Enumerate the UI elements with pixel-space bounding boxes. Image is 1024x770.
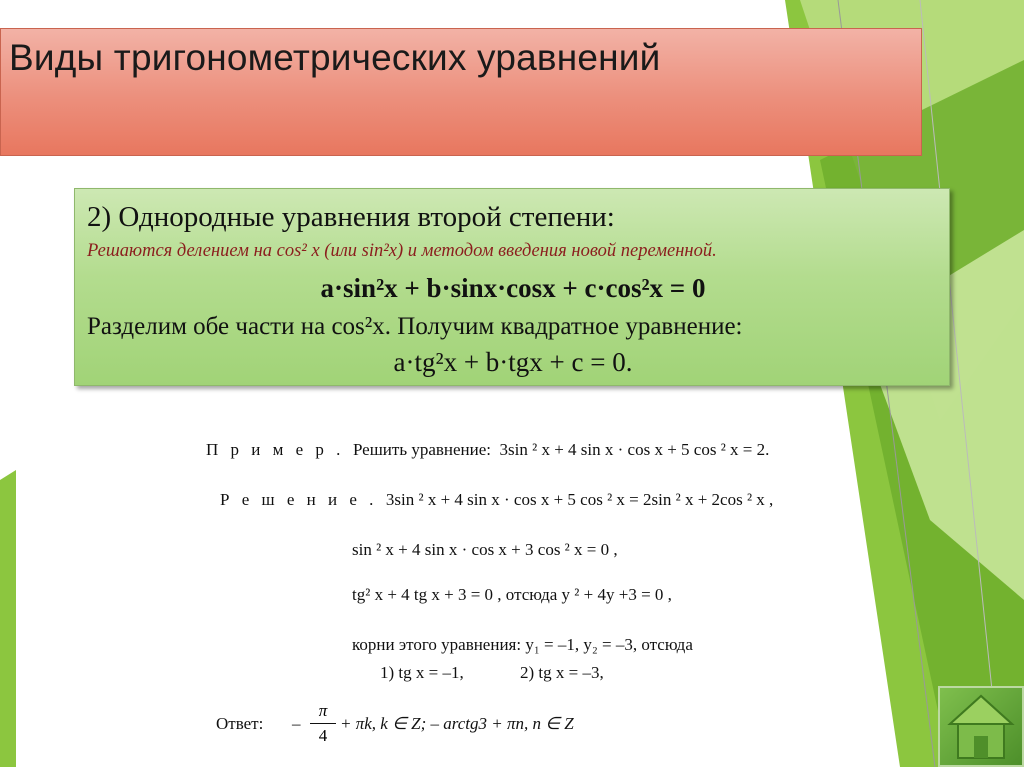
case-2: 2) tg x = –3, <box>520 663 604 682</box>
example-label: П р и м е р . <box>206 440 345 459</box>
solution-eq-1: 3sin ² x + 4 sin x · cos x + 5 cos ² x = 2sin ² x + 2cos ² x , <box>385 490 774 509</box>
solution-line-2: sin ² x + 4 sin x · cos x + 3 cos ² x = 0 , <box>352 540 618 559</box>
fraction-bar <box>310 723 336 724</box>
panel-note: Решаются делением на cos² x (или sin²x) и методом введения новой переменной. <box>87 241 717 261</box>
example-line <box>206 440 769 460</box>
quadratic-formula: a·tg²x + b·tgx + c = 0. <box>393 347 633 377</box>
answer-rest: + πk, k ∈ Z; – arctg3 + πn, n ∈ Z <box>340 714 574 733</box>
example-equation: 3sin ² x + 4 sin x · cos x + 5 cos ² x = 2. <box>499 440 770 459</box>
answer-fraction <box>306 701 340 746</box>
example-task: Решить уравнение: <box>352 440 492 459</box>
panel-heading: 2) Однородные уравнения второй степени: <box>87 201 615 233</box>
home-button[interactable] <box>938 686 1024 767</box>
solution-line-4: корни этого уравнения: y₁ = –1, y₂ = –3, отсюда <box>352 635 693 654</box>
solution-line-3: tg² x + 4 tg x + 3 = 0 , отсюда y ² + 4y +3 = 0 , <box>352 585 672 604</box>
case-1: 1) tg x = –1, <box>380 663 464 682</box>
answer-minus-sign: – <box>292 714 301 733</box>
solution-line-1 <box>220 490 773 510</box>
answer-label: Ответ: <box>216 714 264 733</box>
fraction-numerator: π <box>318 701 328 720</box>
fraction-denominator: 4 <box>318 726 328 745</box>
slide-title: Виды тригонометрических уравнений <box>9 37 661 78</box>
solution-label: Р е ш е н и е . <box>220 490 378 509</box>
division-text: Разделим обе части на cos²x. Получим квадратное уравнение: <box>87 313 743 340</box>
theory-panel <box>74 188 950 386</box>
home-icon <box>940 688 1022 765</box>
title-banner <box>0 28 922 156</box>
general-formula: a·sin²x + b·sinx·cosx + c·cos²x = 0 <box>320 273 706 303</box>
